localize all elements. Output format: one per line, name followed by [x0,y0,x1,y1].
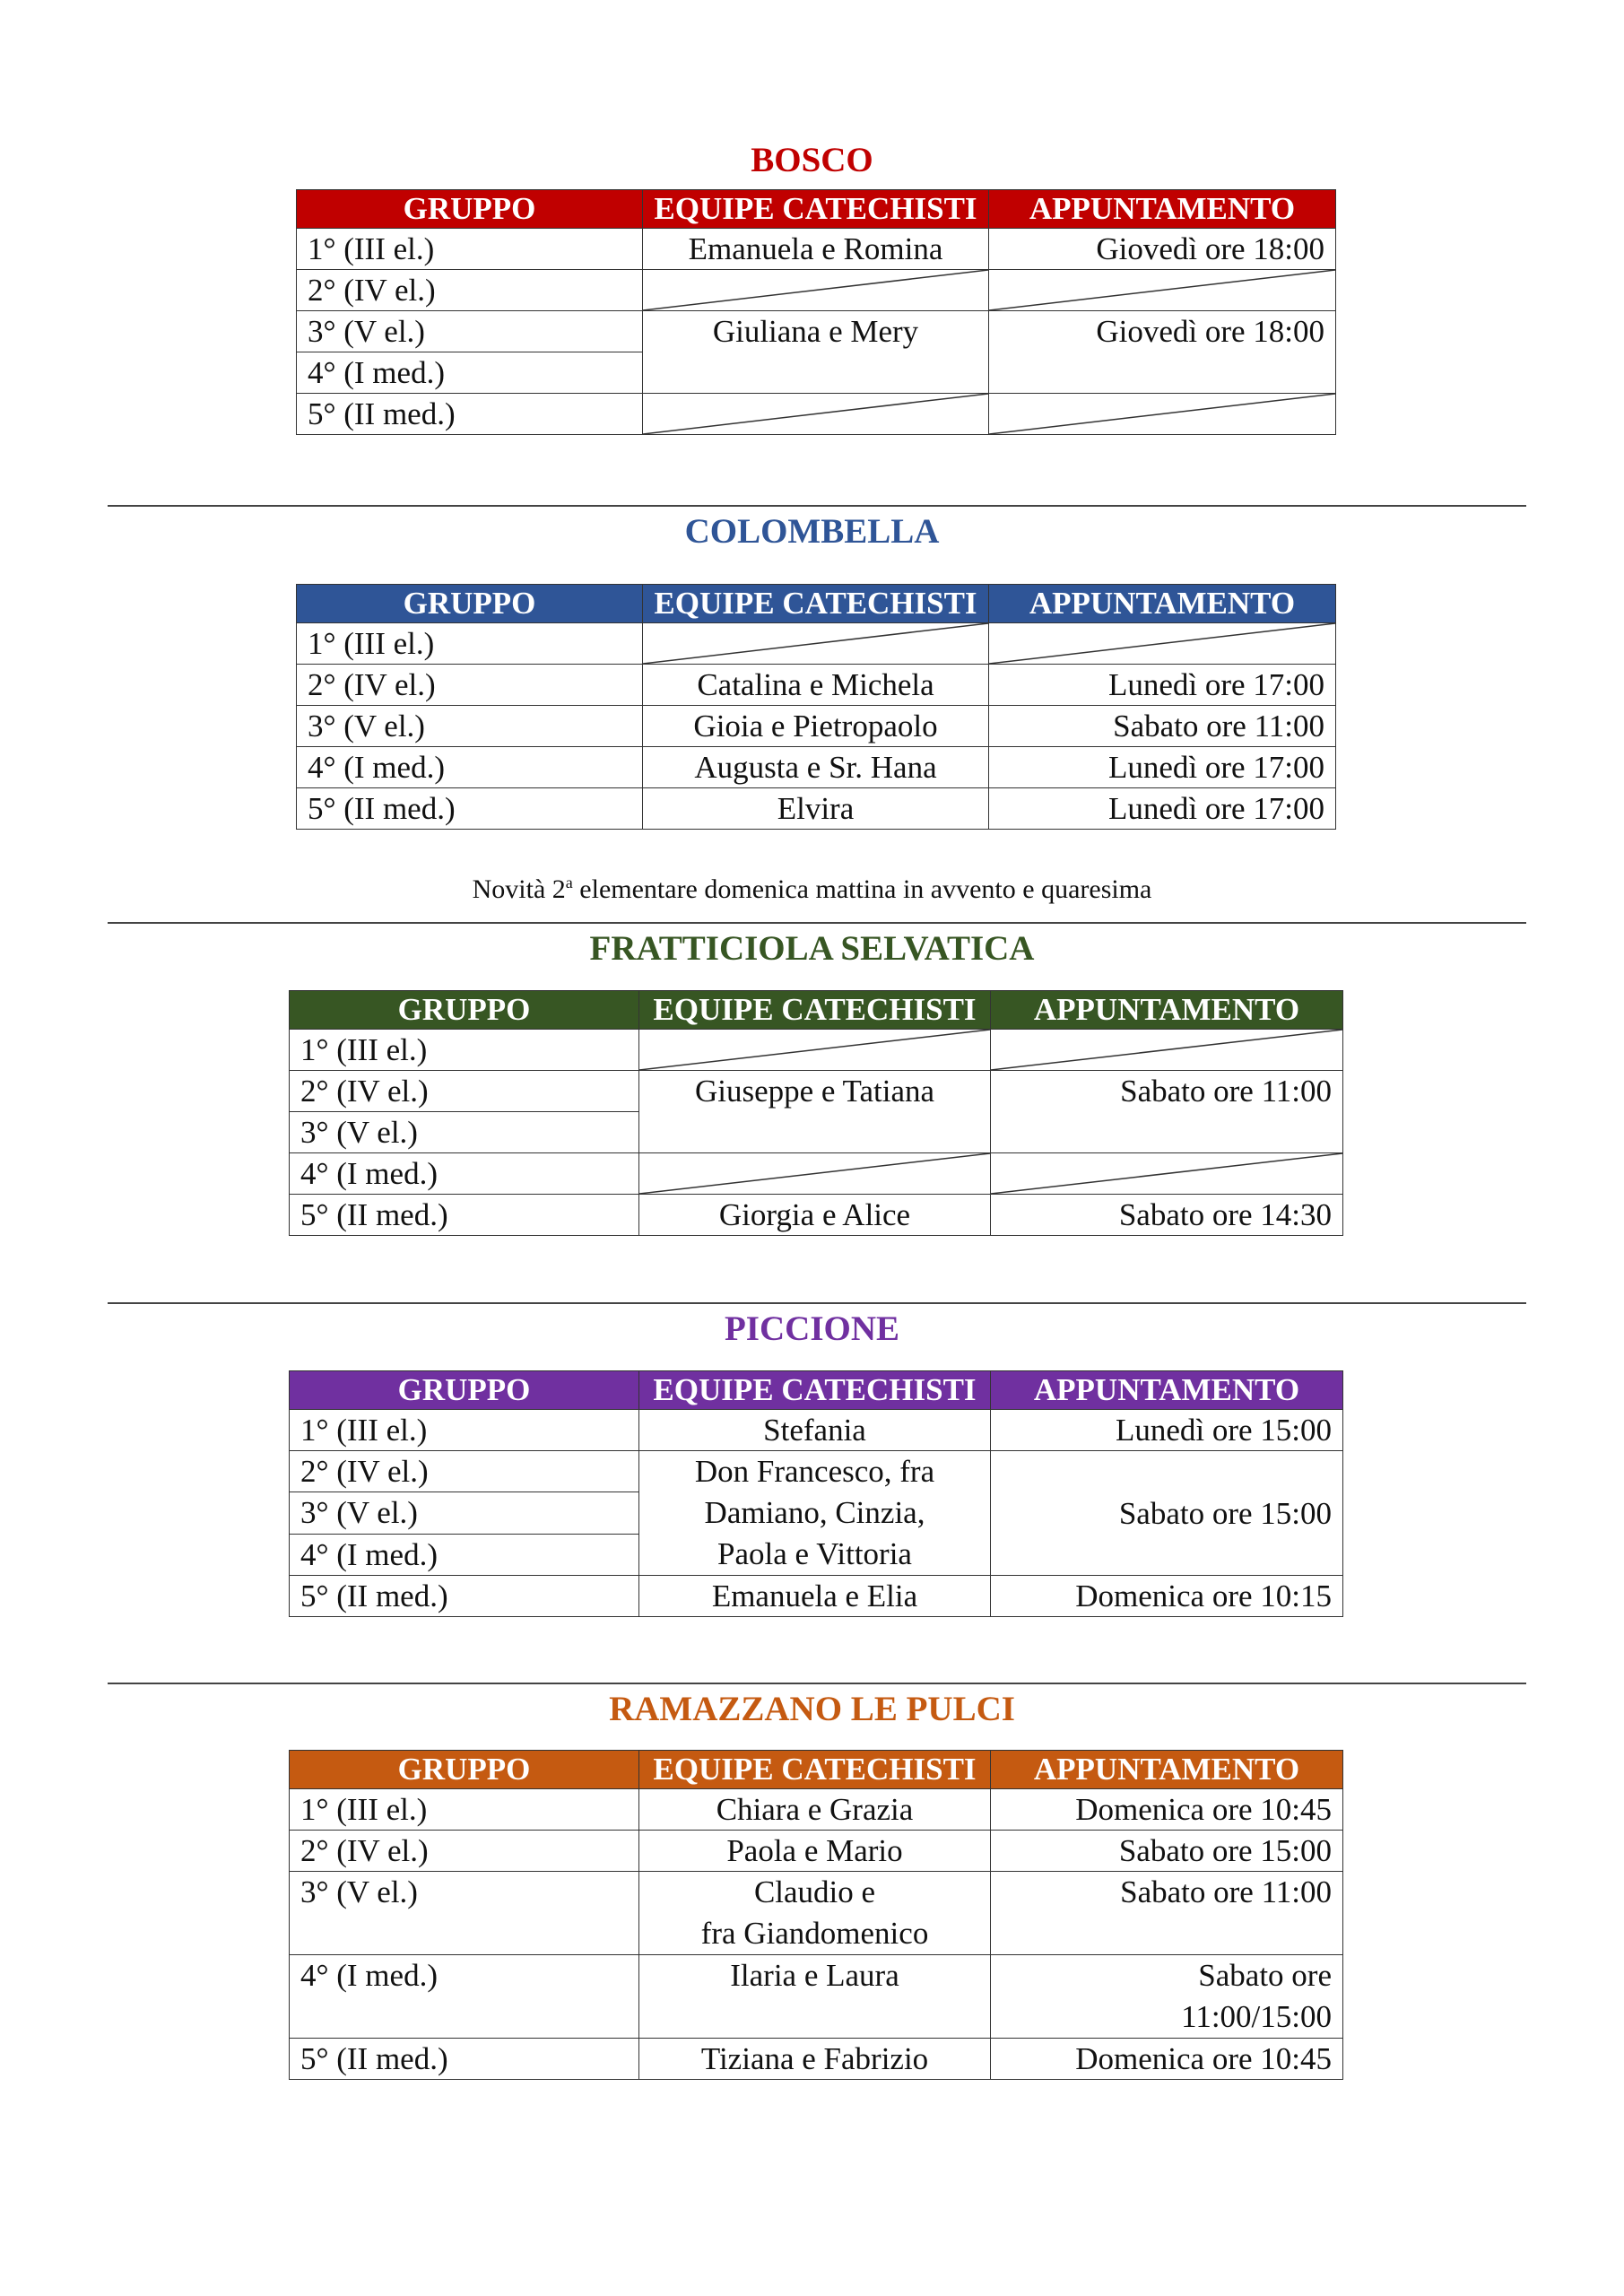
table-row [297,623,1336,665]
time-cell: Domenica ore 10:15 [991,1576,1343,1617]
group-cell: 4° (I med.) [290,1955,639,2039]
empty-cell [991,1030,1343,1071]
table-row [290,1410,1343,1451]
header-group: GRUPPO [290,1371,639,1410]
group-cell: 1° (III el.) [297,229,643,270]
table-row [290,1153,1343,1195]
time-line: 11:00/15:00 [1181,1999,1332,2034]
divider [108,1683,1526,1684]
table-header-row [297,190,1336,229]
table-row [297,665,1336,706]
group-cell: 2° (IV el.) [290,1071,639,1112]
time-cell: Domenica ore 10:45 [991,2039,1343,2080]
team-cell: Catalina e Michela [643,665,989,706]
section-title-bosco: BOSCO [751,141,873,179]
header-team: EQUIPE CATECHISTI [643,585,989,623]
time-cell: Giovedì ore 18:00 [989,229,1336,270]
note-superscript: a [565,874,573,891]
group-cell: 4° (I med.) [290,1153,639,1195]
group-cell: 2° (IV el.) [297,665,643,706]
team-cell [639,1872,991,1955]
table-header-row [290,1751,1343,1789]
time-cell: Sabato ore 11:00 [989,706,1336,747]
table-row [290,1955,1343,2039]
section-title-ramazzano: RAMAZZANO LE PULCI [609,1690,1015,1728]
empty-cell [643,394,989,435]
time-cell: Lunedì ore 17:00 [989,788,1336,830]
table-header-row [297,585,1336,623]
table-row [290,1789,1343,1831]
header-group: GRUPPO [290,1751,639,1789]
group-cell: 3° (V el.) [297,311,643,352]
table-row [290,1030,1343,1071]
team-line: Damiano, Cinzia, [704,1495,925,1530]
time-cell: Sabato ore 11:00 [991,1872,1343,1955]
team-cell: Emanuela e Elia [639,1576,991,1617]
time-cell: Lunedì ore 17:00 [989,665,1336,706]
table-header-row [290,1371,1343,1410]
table-row [297,706,1336,747]
header-time: APPUNTAMENTO [989,585,1336,623]
group-cell: 1° (III el.) [290,1030,639,1071]
header-group: GRUPPO [290,991,639,1030]
empty-cell [639,1030,991,1071]
schedule-table-colombella [296,584,1336,830]
empty-cell [991,1153,1343,1195]
colombella-note [0,865,1624,908]
team-cell: Stefania [639,1410,991,1451]
team-line: Claudio e [753,1874,876,1909]
empty-cell [643,623,989,665]
table-row [290,1872,1343,1955]
time-cell: Sabato ore 14:30 [991,1195,1343,1236]
table-row [297,747,1336,788]
time-cell: Giovedì ore 18:00 [989,311,1336,394]
note-text: Novità 2 [472,874,566,904]
section-title-fratticiola: FRATTICIOLA SELVATICA [589,929,1035,968]
empty-cell [989,623,1336,665]
time-line: Sabato ore [1198,1958,1332,1993]
time-cell: Sabato ore 15:00 [991,1451,1343,1576]
team-cell: Emanuela e Romina [643,229,989,270]
group-cell: 3° (V el.) [290,1872,639,1955]
team-cell [639,1451,991,1576]
group-cell: 1° (III el.) [290,1789,639,1831]
time-cell: Lunedì ore 15:00 [991,1410,1343,1451]
group-cell: 1° (III el.) [290,1410,639,1451]
table-row [297,394,1336,435]
table-row [297,270,1336,311]
header-time: APPUNTAMENTO [991,1371,1343,1410]
group-cell: 4° (I med.) [290,1534,639,1575]
time-cell: Lunedì ore 17:00 [989,747,1336,788]
table-row [290,1071,1343,1112]
team-cell: Giorgia e Alice [639,1195,991,1236]
team-line: Don Francesco, fra [694,1454,935,1489]
empty-cell [989,270,1336,311]
group-cell: 4° (I med.) [297,352,643,394]
header-team: EQUIPE CATECHISTI [639,1371,991,1410]
empty-cell [639,1153,991,1195]
table-header-row [290,991,1343,1030]
team-cell: Ilaria e Laura [639,1955,991,2039]
schedule-table-fratticiola [289,990,1343,1236]
time-cell: Domenica ore 10:45 [991,1789,1343,1831]
section-title-piccione: PICCIONE [724,1309,900,1348]
group-cell: 4° (I med.) [297,747,643,788]
team-cell: Tiziana e Fabrizio [639,2039,991,2080]
group-cell: 2° (IV el.) [290,1451,639,1492]
team-cell: Chiara e Grazia [639,1789,991,1831]
team-cell: Giuseppe e Tatiana [639,1071,991,1153]
empty-cell [643,270,989,311]
header-time: APPUNTAMENTO [991,991,1343,1030]
time-cell [991,1955,1343,2039]
section-title-colombella: COLOMBELLA [684,512,940,551]
header-team: EQUIPE CATECHISTI [639,1751,991,1789]
note-text: elementare domenica mattina in avvento e quaresima [572,874,1152,904]
team-line: fra Giandomenico [700,1916,929,1951]
group-cell: 3° (V el.) [297,706,643,747]
group-cell: 5° (II med.) [297,788,643,830]
group-cell: 5° (II med.) [290,1576,639,1617]
time-cell: Sabato ore 15:00 [991,1831,1343,1872]
divider [108,505,1526,507]
group-cell: 2° (IV el.) [290,1831,639,1872]
table-row [290,1195,1343,1236]
time-cell: Sabato ore 11:00 [991,1071,1343,1153]
table-row [290,1451,1343,1492]
schedule-table-ramazzano [289,1750,1343,2080]
group-cell: 5° (II med.) [297,394,643,435]
group-cell: 1° (III el.) [297,623,643,665]
team-cell: Giuliana e Mery [643,311,989,394]
team-cell: Gioia e Pietropaolo [643,706,989,747]
empty-cell [989,394,1336,435]
table-row [290,1576,1343,1617]
divider [108,922,1526,924]
table-row [297,229,1336,270]
schedule-table-bosco [296,189,1336,435]
schedule-table-piccione [289,1370,1343,1617]
header-time: APPUNTAMENTO [991,1751,1343,1789]
header-group: GRUPPO [297,585,643,623]
table-row [297,311,1336,352]
table-row [290,2039,1343,2080]
table-row [290,1831,1343,1872]
header-team: EQUIPE CATECHISTI [639,991,991,1030]
team-line: Paola e Vittoria [717,1536,912,1571]
team-cell: Augusta e Sr. Hana [643,747,989,788]
header-time: APPUNTAMENTO [989,190,1336,229]
divider [108,1302,1526,1304]
header-group: GRUPPO [297,190,643,229]
group-cell: 3° (V el.) [290,1112,639,1153]
group-cell: 5° (II med.) [290,2039,639,2080]
team-cell: Paola e Mario [639,1831,991,1872]
group-cell: 5° (II med.) [290,1195,639,1236]
table-row [297,788,1336,830]
group-cell: 2° (IV el.) [297,270,643,311]
group-cell: 3° (V el.) [290,1492,639,1534]
team-cell: Elvira [643,788,989,830]
header-team: EQUIPE CATECHISTI [643,190,989,229]
